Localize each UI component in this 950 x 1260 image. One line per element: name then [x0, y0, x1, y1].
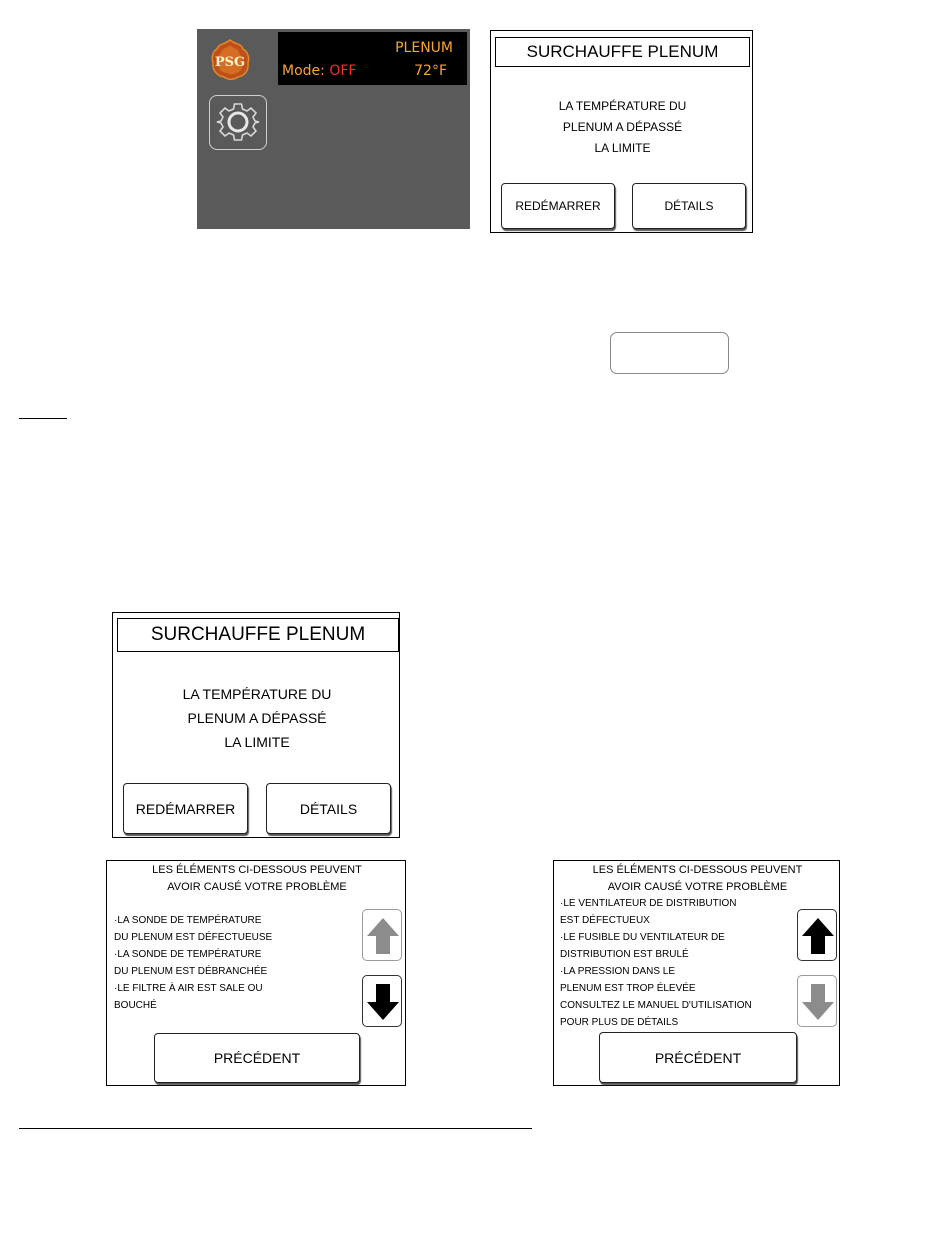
mode-label: Mode: [282, 63, 325, 79]
cause-item: EST DÉFECTUEUX [560, 915, 650, 926]
cause-item: ·LE VENTILATEUR DE DISTRIBUTION [560, 898, 737, 909]
scroll-up-button[interactable] [362, 909, 402, 961]
logo-text: PSG [214, 55, 246, 70]
alarm-message-line: LA TEMPÉRATURE DU [182, 686, 332, 702]
alarm-message [491, 96, 754, 159]
alarm-message-line: LA LIMITE [594, 141, 651, 155]
arrow-down-icon [363, 976, 403, 1028]
cause-item: ·LE FILTRE À AIR EST SALE OU [114, 983, 263, 994]
cause-item: DU PLENUM EST DÉBRANCHÉE [114, 966, 268, 977]
mode-value: OFF [329, 63, 357, 79]
alarm-message [113, 682, 401, 754]
details-button[interactable]: DÉTAILS [632, 183, 746, 229]
cause-item: ·LA SONDE DE TEMPÉRATURE [114, 949, 262, 960]
cause-item: POUR PLUS DE DÉTAILS [560, 1017, 679, 1028]
alarm-message-line: LA TEMPÉRATURE DU [558, 99, 687, 113]
details-header-line: AVOIR CAUSÉ VOTRE PROBLÈME [607, 881, 788, 893]
sensor-label: PLENUM [395, 40, 453, 56]
alarm-message-line: LA LIMITE [224, 734, 290, 750]
cause-item: DISTRIBUTION EST BRULÉ [560, 949, 689, 960]
cause-item: ·LA PRESSION DANS LE [560, 966, 676, 977]
cause-item: CONSULTEZ LE MANUEL D'UTILISATION [560, 1000, 752, 1011]
blank-button[interactable] [610, 332, 729, 374]
arrow-up-icon [363, 910, 403, 962]
alarm-message-line: PLENUM A DÉPASSÉ [562, 120, 683, 134]
previous-button[interactable]: PRÉCÉDENT [154, 1033, 360, 1083]
home-screen [197, 29, 470, 229]
cause-item: DU PLENUM EST DÉFECTUEUSE [114, 932, 273, 943]
alarm-message-line: PLENUM A DÉPASSÉ [187, 710, 327, 726]
status-display [278, 32, 467, 85]
cause-list [560, 895, 752, 1031]
temperature-value: 72°F [414, 63, 447, 79]
details-header [554, 862, 841, 896]
scroll-up-button[interactable] [797, 909, 837, 961]
previous-button[interactable]: PRÉCÉDENT [599, 1032, 797, 1083]
details-screen-1 [106, 860, 406, 1086]
alarm-screen-middle [112, 612, 400, 838]
details-header-line: LES ÉLÉMENTS CI-DESSOUS PEUVENT [592, 864, 803, 876]
footnote-separator [19, 1128, 532, 1129]
details-header-line: LES ÉLÉMENTS CI-DESSOUS PEUVENT [152, 864, 362, 876]
alarm-title: SURCHAUFFE PLENUM [495, 37, 750, 67]
cause-item: ·LE FUSIBLE DU VENTILATEUR DE [560, 932, 725, 943]
psg-logo [207, 37, 253, 81]
mode-indicator [282, 63, 356, 79]
note-underline [19, 418, 67, 419]
arrow-up-icon [798, 910, 838, 962]
details-header [107, 862, 407, 896]
details-screen-2 [553, 860, 840, 1086]
details-button[interactable]: DÉTAILS [266, 783, 391, 834]
restart-button[interactable]: REDÉMARRER [501, 183, 615, 229]
cause-list [114, 912, 272, 1014]
alarm-title: SURCHAUFFE PLENUM [117, 618, 399, 652]
scroll-down-button[interactable] [362, 975, 402, 1027]
cause-item: BOUCHÉ [114, 1000, 157, 1011]
restart-button[interactable]: REDÉMARRER [123, 783, 248, 834]
settings-button[interactable] [209, 95, 267, 150]
cause-item: PLENUM EST TROP ÉLEVÉE [560, 983, 696, 994]
alarm-screen-top [490, 30, 753, 233]
arrow-down-icon [798, 976, 838, 1028]
cause-item: ·LA SONDE DE TEMPÉRATURE [114, 915, 262, 926]
details-header-line: AVOIR CAUSÉ VOTRE PROBLÈME [167, 881, 347, 893]
scroll-down-button[interactable] [797, 975, 837, 1027]
